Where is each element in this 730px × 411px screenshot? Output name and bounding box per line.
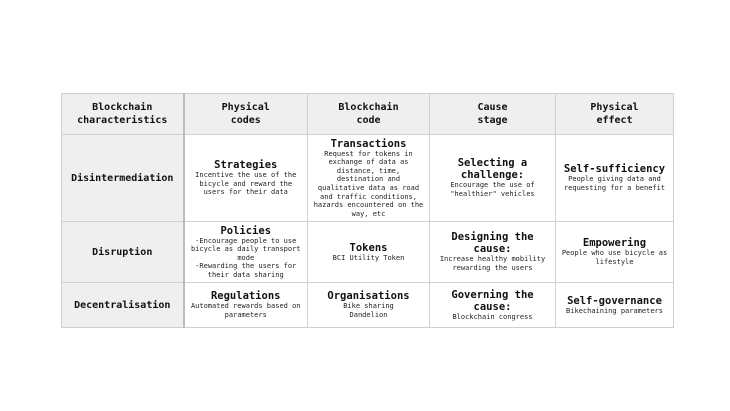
blockchain-table xyxy=(61,93,674,328)
header-row xyxy=(62,94,674,135)
cell-description: Bike sharing Dandelion xyxy=(343,302,394,319)
cell-title: Self-sufficiency xyxy=(563,163,666,176)
header-physical-codes: Physical codes xyxy=(184,94,308,135)
table-row xyxy=(62,222,674,283)
table-cell xyxy=(184,135,308,222)
cell-description: Blockchain congress xyxy=(452,312,533,321)
table-row xyxy=(62,283,674,328)
cell-description: -Encourage people to use bicycle as daily transport mode -Rewarding the users for their data sharing xyxy=(190,236,301,279)
cell-description: People giving data and requesting for a benefit xyxy=(563,175,666,192)
table-cell xyxy=(308,222,430,283)
cell-description: Increase healthy mobility rewarding the users xyxy=(439,255,546,272)
cell-description: Incentive the use of the bicycle and reward the users for their data xyxy=(195,171,297,197)
row-label-decentralisation: Decentralisation xyxy=(62,283,184,328)
table-cell xyxy=(556,135,674,222)
cell-description: BCI Utility Token xyxy=(332,253,405,262)
cell-title: Strategies xyxy=(214,159,278,172)
cell-title: Regulations xyxy=(210,290,281,303)
cell-title: Self-governance xyxy=(567,294,662,307)
cell-title: Designing the cause: xyxy=(451,231,534,256)
cell-description: Request for tokens in exchange of data as distance, time, destination and qualitative data as road and traffic conditions, hazards encountered on the way, etc xyxy=(313,149,424,218)
table-cell xyxy=(308,135,430,222)
cell-title: Selecting a challenge: xyxy=(457,157,528,182)
table-cell xyxy=(430,135,556,222)
table-cell xyxy=(556,283,674,328)
header-blockchain-code: Blockchain code xyxy=(308,94,430,135)
cell-description: People who use bicycle as lifestyle xyxy=(561,249,668,266)
cell-description: Encourage the use of "healthier" vehicles xyxy=(450,181,535,198)
row-label-disruption: Disruption xyxy=(62,222,184,283)
cell-title: Tokens xyxy=(349,241,388,254)
table-cell xyxy=(556,222,674,283)
table-cell xyxy=(184,222,308,283)
cell-description: Automated rewards based on parameters xyxy=(190,302,301,319)
table-cell xyxy=(184,283,308,328)
table-cell xyxy=(430,222,556,283)
table-cell xyxy=(308,283,430,328)
cell-description: Bikechaining parameters xyxy=(566,306,663,315)
header-blockchain-characteristics: Blockchain characteristics xyxy=(62,94,184,135)
table-cell xyxy=(430,283,556,328)
cell-title: Policies xyxy=(220,224,272,237)
table-row xyxy=(62,135,674,222)
cell-title: Governing the cause: xyxy=(451,288,534,313)
cell-title: Organisations xyxy=(327,290,410,303)
header-physical-effect: Physical effect xyxy=(556,94,674,135)
row-label-disintermediation: Disintermediation xyxy=(62,135,184,222)
cell-title: Empowering xyxy=(582,237,647,250)
cell-title: Transactions xyxy=(330,137,407,150)
header-cause-stage: Cause stage xyxy=(430,94,556,135)
